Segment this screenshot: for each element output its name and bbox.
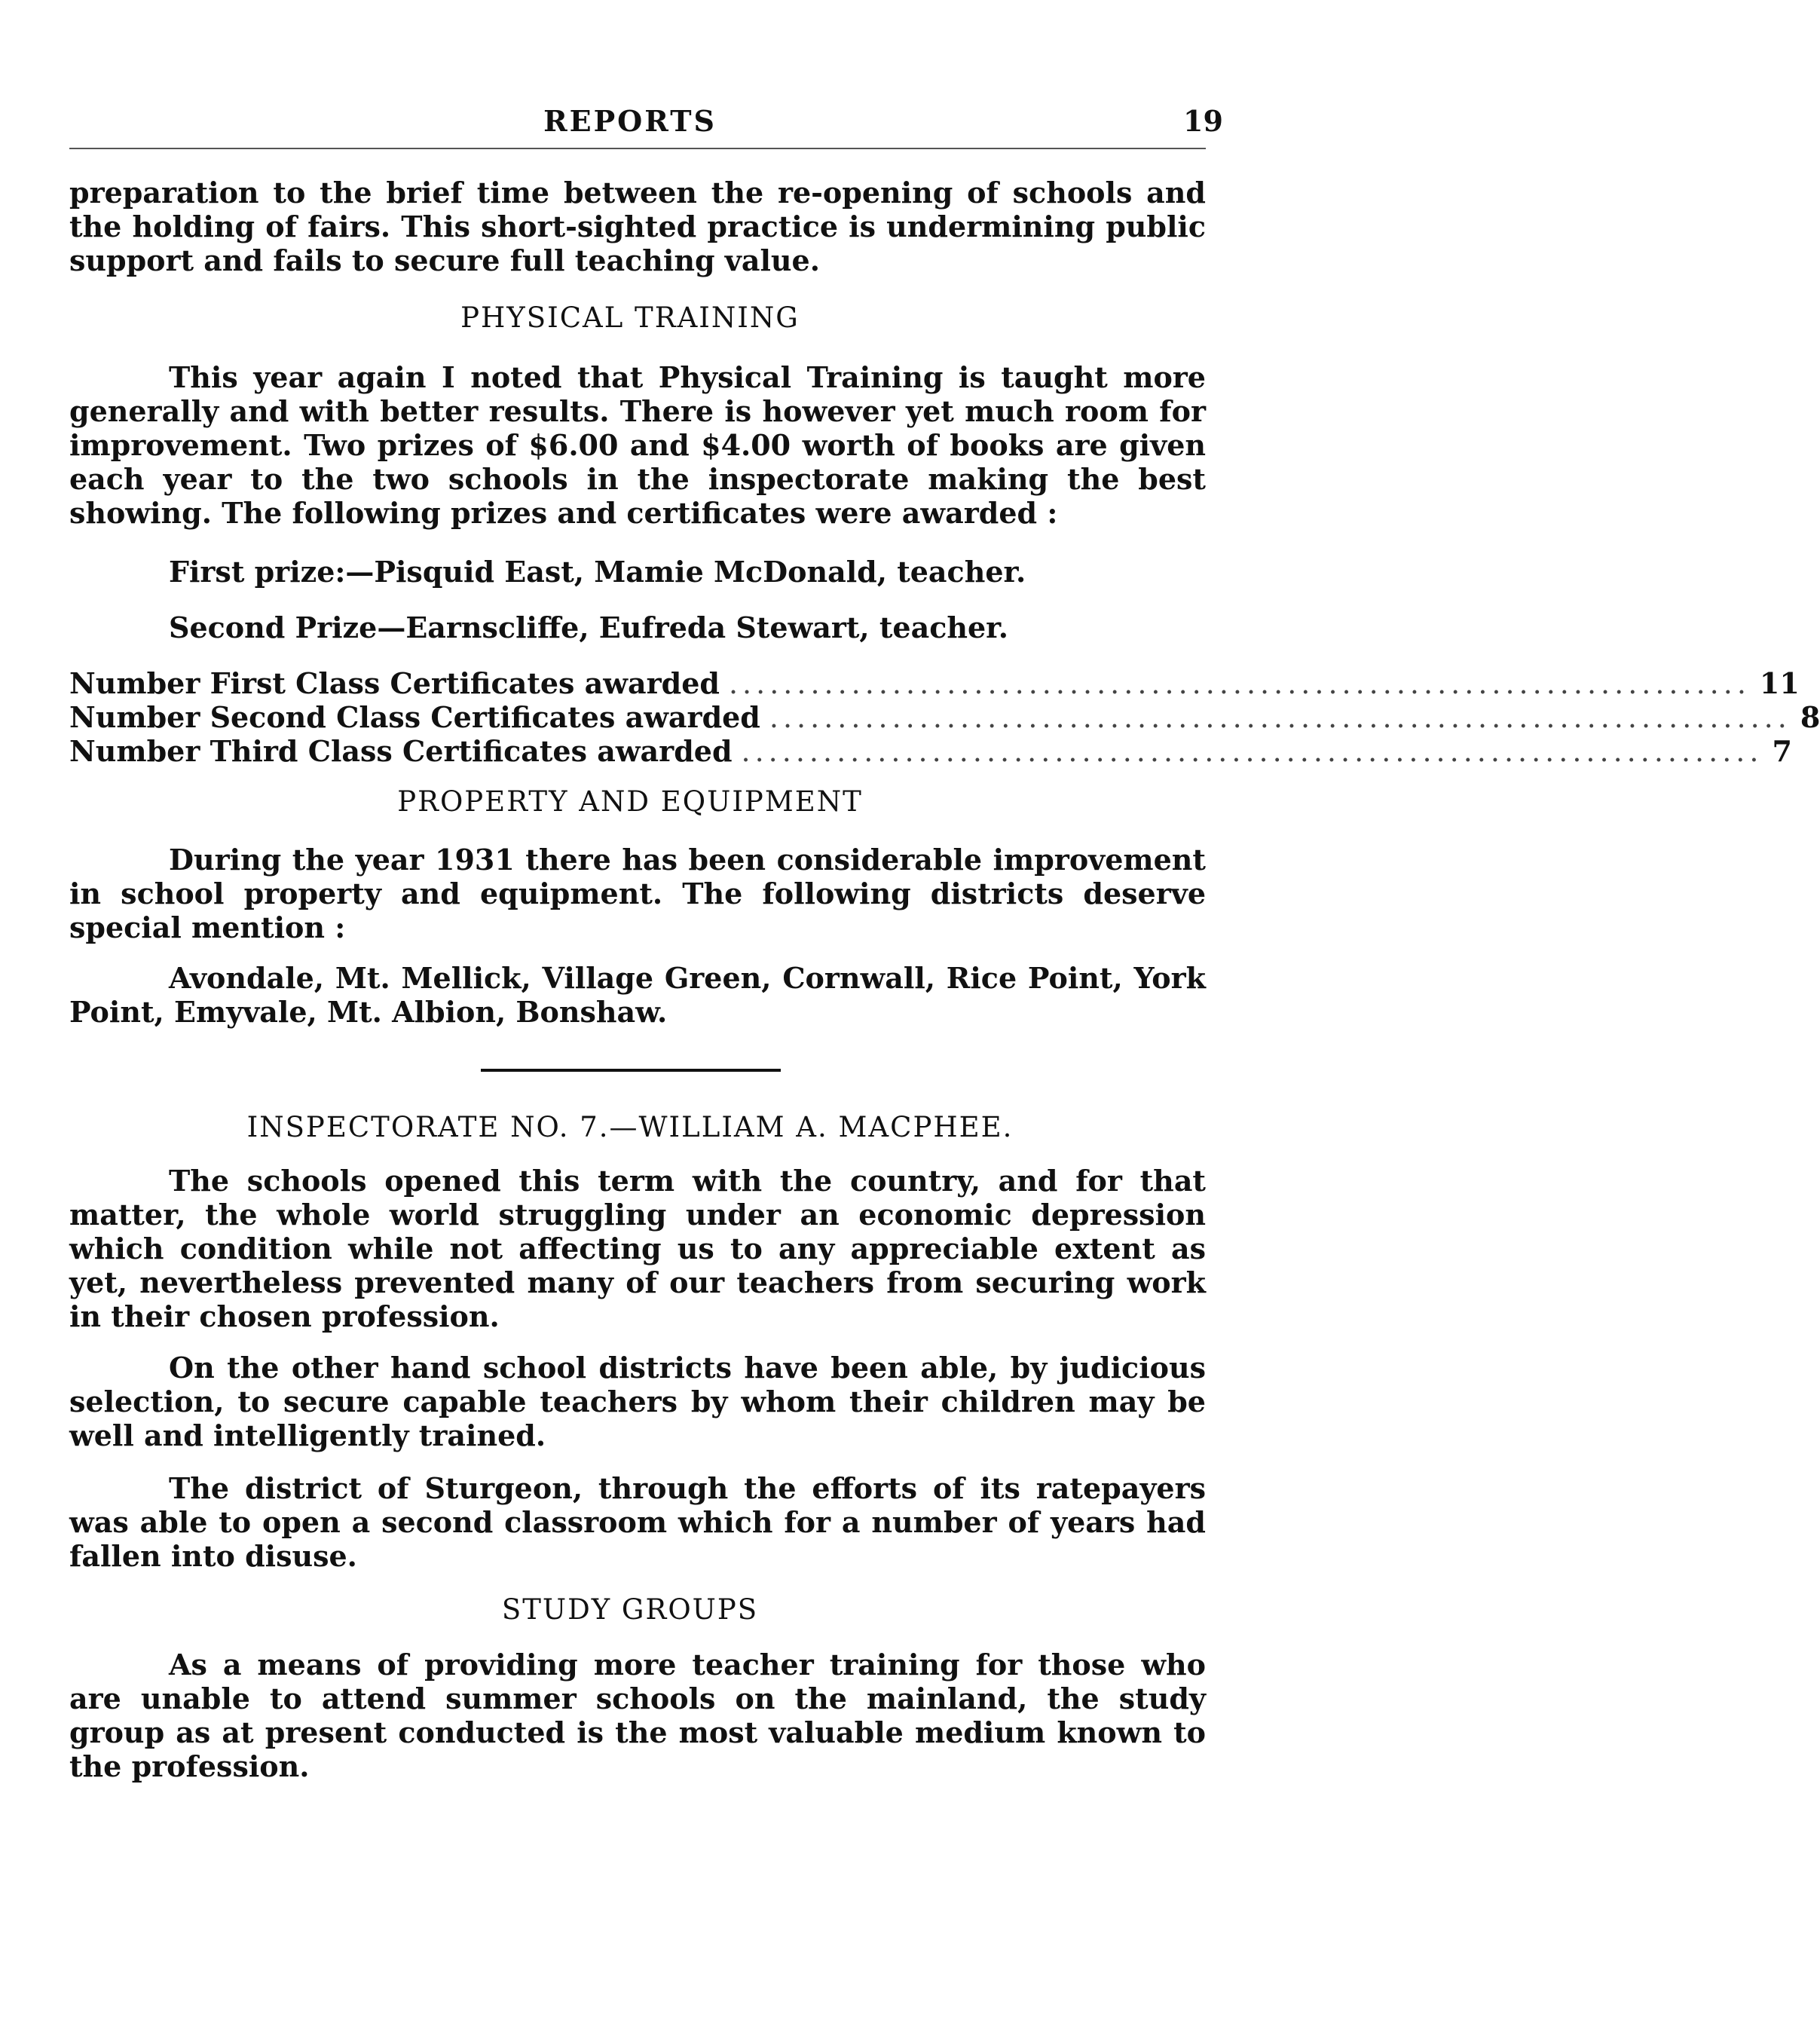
sturgeon-paragraph: The district of Sturgeon, through the efforts of its ratepayers was able to open a second classroom which for a number of years had fallen into disuse. <box>69 1471 1206 1573</box>
study-groups-paragraph: As a means of providing more teacher training for those who are unable to attend summer schools on the mainland, the study group as at present conducted is the most valuable medium known to the profession. <box>69 1648 1206 1783</box>
certificate-row-third <box>69 734 1792 768</box>
schools-paragraph: The schools opened this term with the country, and for that matter, the whole world struggling under an economic depression which condition while not affecting us to any appreciable extent as yet, nevertheless prevented many of our teachers from securing work in their chosen profession. <box>69 1164 1206 1333</box>
section-heading-property: PROPERTY AND EQUIPMENT <box>397 785 863 818</box>
certificate-count: 11 <box>1759 666 1800 700</box>
dot-leader: ........................................................................... <box>728 667 1751 700</box>
physical-training-paragraph: This year again I noted that Physical Training is taught more generally and with better results. There is however yet much room for improvement. Two prizes of $6.00 and $4.00 worth of books are given each year to the two schools in the inspectorate making the best showing. The following prizes and certificates were awarded : <box>69 360 1206 530</box>
certificate-label: Number Third Class Certificates awarded <box>69 734 733 768</box>
dot-leader: ........................................................................... <box>741 735 1763 768</box>
districts-able-paragraph: On the other hand school districts have been able, by judicious selection, to secure capable teachers by whom their children may be well and intelligently trained. <box>69 1351 1206 1452</box>
certificate-label: Number Second Class Certificates awarded <box>69 700 760 734</box>
header-rule <box>69 148 1206 149</box>
certificate-row-first <box>69 666 1800 700</box>
second-prize-line: Second Prize—Earnscliffe, Eufreda Stewart, teacher. <box>169 610 1008 644</box>
intro-paragraph: preparation to the brief time between the re-opening of schools and the holding of fairs. This short-sighted practice is undermining public support and fails to secure full teaching value. <box>69 176 1206 277</box>
property-paragraph: During the year 1931 there has been considerable improvement in school property and equipment. The following districts deserve special mention : <box>69 843 1206 944</box>
section-heading-inspectorate: INSPECTORATE NO. 7.—WILLIAM A. MACPHEE. <box>246 1111 1014 1143</box>
certificate-count: 7 <box>1772 734 1792 768</box>
certificate-count: 8 <box>1800 700 1820 734</box>
certificate-row-second <box>69 700 1820 734</box>
section-heading-physical-training: PHYSICAL TRAINING <box>460 301 800 334</box>
certificate-label: Number First Class Certificates awarded <box>69 666 720 700</box>
running-header-title: REPORTS <box>543 104 717 138</box>
section-divider <box>481 1069 781 1072</box>
page-number: 19 <box>1183 104 1223 138</box>
section-heading-study-groups: STUDY GROUPS <box>501 1593 759 1626</box>
districts-paragraph: Avondale, Mt. Mellick, Village Green, Cornwall, Rice Point, York Point, Emyvale, Mt. Albion, Bonshaw. <box>69 961 1206 1029</box>
dot-leader: ........................................................................... <box>769 701 1791 734</box>
first-prize-line: First prize:—Pisquid East, Mamie McDonald, teacher. <box>169 555 1026 589</box>
